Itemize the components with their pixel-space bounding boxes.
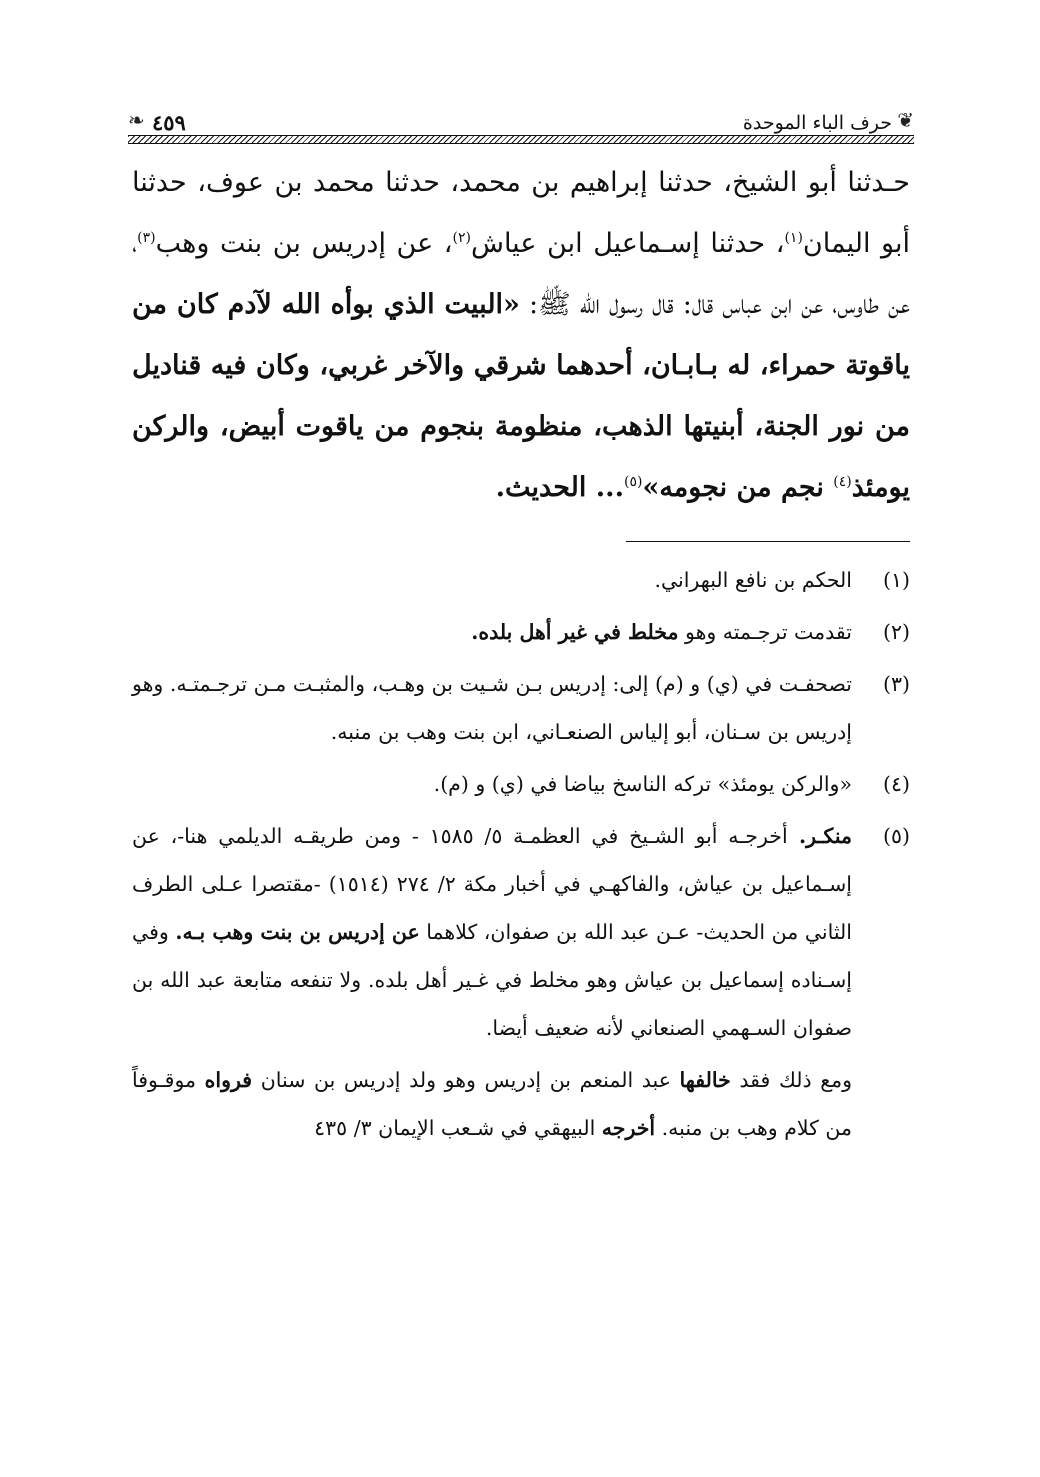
footnote-ref-4: (٤) — [833, 474, 852, 490]
footnote-text-plain: أخرجـه أبو الشـيخ في العظمـة ٥/ ١٥٨٥ - ومن طريقـه الديلمي هنا-، عن إسـماعيل بن عياش، والفاكهـي في أخبار مكة ٢/ ٢٧٤ (١٥١٤) -مقتصرا عـلى الطرف الثاني من الحديث- عـن عبد الله بن صفوان، كلاهما — [132, 824, 852, 944]
isnad-text-3: ، عن إدريس بن بنت وهب — [155, 228, 453, 259]
continuation-text: البيهقي في شـعب الإيمان ٣/ ٤٣٥ — [314, 1116, 602, 1140]
footnote-2 — [132, 608, 910, 656]
footnote-text — [132, 812, 852, 1052]
hadith-ending: ... الحديث. — [495, 472, 624, 503]
footnote-3 — [132, 660, 910, 756]
continuation-bold: أخرجه — [601, 1116, 656, 1140]
footnote-number: (٢) — [882, 620, 910, 644]
footnote-4 — [132, 760, 910, 808]
page-number: ٤٥٩ — [152, 110, 186, 135]
footnote-text: «والركن يومئذ» تركه الناسخ بياضا في (ي) و (م). — [433, 772, 852, 796]
footnote-text-bold: منكـر. — [787, 824, 852, 848]
footnote-number: (٤) — [882, 772, 910, 796]
running-header — [128, 104, 914, 144]
footnote-ref-1: (١) — [784, 230, 803, 246]
footnote-text-plain: وفي إسـناده إسماعيل بن عياش وهو مخلط في غـير أهل بلده. ولا تنفعه متابعة عبد الله بن صفوان السـهمي الصنعاني لأنه ضعيف أيضا. — [132, 920, 852, 1040]
continuation-text: ومع ذلك فقد — [730, 1068, 852, 1092]
footnote-ref-3: (٣) — [137, 230, 156, 246]
continuation-text: عبد المنعم بن إدريس وهو ولد إدريس بن سنان — [252, 1068, 680, 1092]
footnote-text: الحكم بن نافع البهراني. — [654, 568, 852, 592]
isnad-text-2: ، حدثنا إسـماعيل ابن عياش — [471, 228, 785, 259]
main-text — [132, 152, 910, 518]
isnad-text-4: ، عن طاوس، عن ابن عباس قال: قال رسول الله ﷺ: — [132, 228, 910, 320]
footnote-text: تصحفـت في (ي) و (م) إلى: إدريس بـن شـيت بن وهـب، والمثبـت مـن ترجـمتـه. وهو إدريس بن سـنان، أبو إلياس الصنعـاني، ابن بنت وهب بن منبه. — [132, 672, 852, 744]
footnote-ref-2: (٢) — [452, 230, 471, 246]
hadith-quote-end: نجم من نجومه» — [642, 472, 834, 503]
isnad-text-1: حـدثنا أبو الشيخ، حدثنا إبراهيم بن محمد، حدثنا محمد بن عوف، حدثنا أبو اليمان — [132, 167, 911, 259]
footnotes — [132, 556, 910, 1152]
hadith-quote: «البيت الذي بوأه الله لآدم كان من ياقوتة حمراء، له بـابـان، أحدهما شرقي والآخر غربي، وكان فيه قناديل من نور الجنة، أبنيتها الذهب، منظومة بنجوم من ياقوت أبيض، والركن يومئذ — [132, 289, 910, 503]
footnote-text — [132, 608, 852, 656]
footnote-1 — [132, 556, 910, 604]
continuation-bold: فرواه — [204, 1068, 253, 1092]
footnote-continuation — [132, 1056, 852, 1152]
ornament-right-icon: ❦ — [897, 108, 914, 132]
footnote-text-bold: عن إدريس بن بنت وهب بـه. — [175, 920, 420, 944]
hadith-paragraph — [132, 152, 910, 518]
footnote-5 — [132, 812, 910, 1052]
chapter-title: حرف الباء الموحدة — [742, 112, 892, 134]
footnote-number: (٥) — [882, 824, 910, 848]
continuation-bold: خالفها — [679, 1068, 731, 1092]
footnote-ref-5: (٥) — [623, 474, 643, 490]
footnote-text-bold: مخلط في غير أهل بلده. — [471, 620, 679, 644]
footnote-number: (١) — [882, 568, 910, 592]
header-rule — [128, 135, 914, 144]
footnote-separator — [626, 541, 910, 542]
footnote-number: (٣) — [882, 672, 910, 696]
footnote-text-plain: تقدمت ترجـمته وهو — [678, 620, 852, 644]
ornament-left-icon: ❧ — [128, 108, 145, 132]
continuation-text: موقـوفاً من كلام وهب بن منبه. — [132, 1068, 852, 1140]
